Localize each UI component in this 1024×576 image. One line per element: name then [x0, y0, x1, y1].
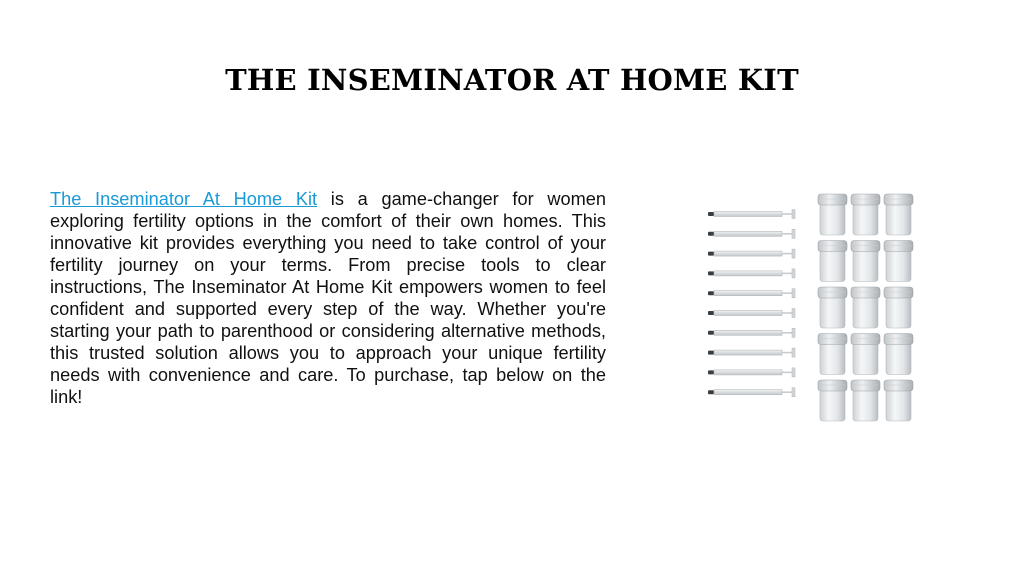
specimen-cup — [851, 194, 880, 235]
specimen-cup — [818, 241, 847, 282]
syringe — [708, 210, 795, 219]
specimen-cup — [818, 380, 847, 421]
specimen-cup — [884, 334, 913, 375]
syringe — [708, 348, 795, 357]
syringe — [708, 269, 795, 278]
product-image — [700, 190, 930, 426]
page-title: THE INSEMINATOR AT HOME KIT — [225, 63, 799, 97]
cup-group — [818, 194, 913, 421]
specimen-cup — [884, 241, 913, 282]
description-paragraph — [50, 188, 606, 408]
syringe-group — [708, 210, 795, 397]
specimen-cup — [884, 287, 913, 328]
syringe — [708, 229, 795, 238]
syringe — [708, 328, 795, 337]
specimen-cup — [818, 287, 847, 328]
specimen-cup — [851, 287, 880, 328]
specimen-cup — [851, 334, 880, 375]
specimen-cup — [851, 380, 880, 421]
specimen-cup — [818, 334, 847, 375]
specimen-cup — [884, 380, 913, 421]
syringe — [708, 249, 795, 258]
specimen-cup — [851, 241, 880, 282]
syringe — [708, 368, 795, 377]
syringe — [708, 289, 795, 298]
syringe — [708, 309, 795, 318]
specimen-cup — [884, 194, 913, 235]
description-text: is a game-changer for women exploring fertility options in the comfort of their own homes. This innovative kit provides everything you need to take control of your fertility journey on your terms. From precise tools to clear instructions, The Inseminator At Home Kit empowers women to feel confident and supported every step of the way. Whether you're starting your path to parenthood or considering alternative methods, this trusted solution allows you to approach your unique fertility needs with convenience and care. To purchase, tap below on the link! — [50, 189, 606, 407]
syringe — [708, 388, 795, 397]
product-link[interactable]: The Inseminator At Home Kit — [50, 189, 318, 209]
specimen-cup — [818, 194, 847, 235]
